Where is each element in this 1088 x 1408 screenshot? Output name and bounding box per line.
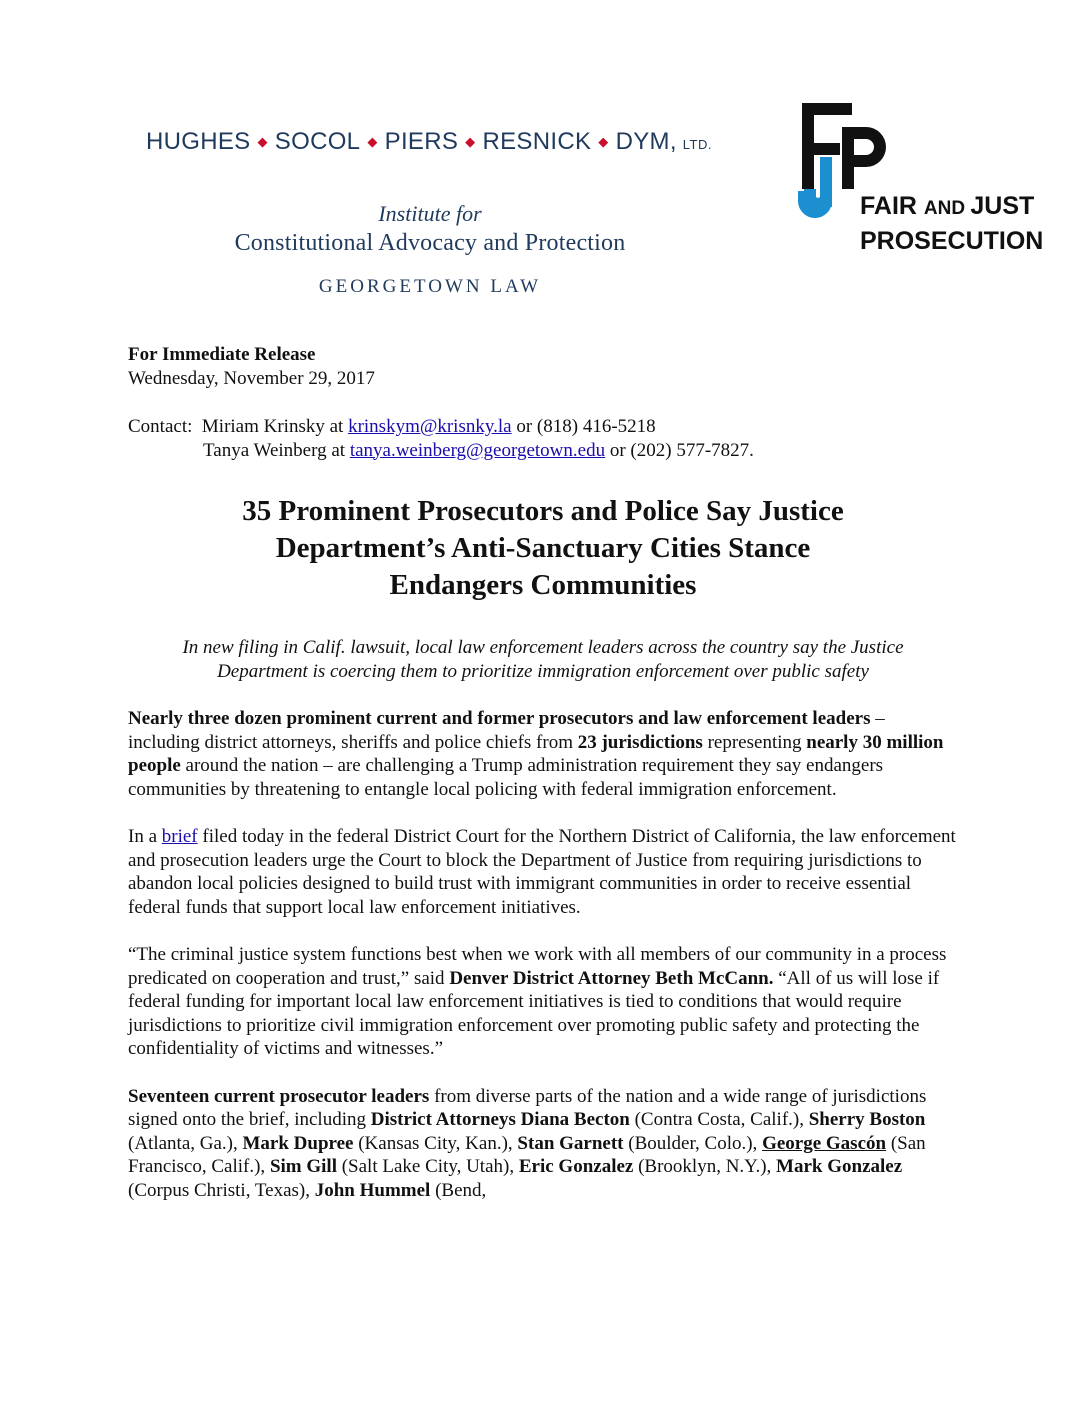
para2-text-1: In a bbox=[128, 826, 162, 847]
para4-text-8: (Brooklyn, N.Y.), bbox=[633, 1156, 777, 1177]
subhead-line-2: Department is coercing them to prioritize immigration enforcement over public safety bbox=[217, 660, 869, 682]
contact-line-2 bbox=[128, 439, 958, 463]
firm-suffix: LTD. bbox=[682, 137, 713, 152]
headline bbox=[128, 493, 958, 604]
firm-name-resnick: RESNICK bbox=[482, 128, 592, 155]
fjp-wordmark bbox=[860, 190, 1043, 257]
contact-1-phone: or (818) 416-5218 bbox=[511, 416, 656, 437]
para4-text-2: (Contra Costa, Calif.), bbox=[629, 1109, 809, 1130]
institute-line-1: Institute for bbox=[378, 201, 482, 226]
contact-2-name: Tanya Weinberg at bbox=[203, 439, 350, 461]
release-date: Wednesday, November 29, 2017 bbox=[128, 367, 375, 389]
fjp-and: AND bbox=[923, 198, 971, 219]
press-release-body bbox=[128, 343, 958, 1202]
paragraph-4 bbox=[128, 1085, 958, 1203]
release-label: For Immediate Release bbox=[128, 344, 316, 365]
para4-bold-6: George Gascón bbox=[762, 1132, 887, 1154]
paragraph-1 bbox=[128, 707, 958, 801]
firm-name-dym: DYM, bbox=[615, 128, 677, 155]
para1-bold-1: Nearly three dozen prominent current and former prosecutors and law enforcement leaders bbox=[128, 708, 871, 729]
para4-bold-3: Sherry Boston bbox=[808, 1109, 926, 1130]
para4-text-4: (Kansas City, Kan.), bbox=[353, 1132, 518, 1154]
paragraph-2 bbox=[128, 825, 958, 919]
para1-text-3: around the nation – are challenging a Trump administration requirement they say endangers communities by threatening to entangle local policing with federal immigration enforcement. bbox=[128, 755, 884, 800]
contact-line-1 bbox=[128, 415, 958, 439]
para1-text-1: – including district attorneys, sheriffs and police chiefs from bbox=[128, 708, 885, 753]
para1-bold-2: 23 jurisdictions bbox=[577, 731, 703, 753]
para3-text-2: “All of us will lose if federal funding for important local law enforcement initiatives is tied to conditions that would require jurisdictions to prioritize civil immigration enforcement over promoting public safety and protecting the confidentiality of victims and witnesses.” bbox=[128, 967, 940, 1059]
contact-2-email-link[interactable]: tanya.weinberg@georgetown.edu bbox=[349, 439, 606, 461]
institute-line-2: Constitutional Advocacy and Protection bbox=[234, 230, 626, 256]
firm-name-hughes: HUGHES bbox=[146, 128, 251, 155]
firm-name-piers: PIERS bbox=[384, 128, 459, 155]
para4-bold-8: Eric Gonzalez bbox=[518, 1156, 634, 1177]
fair-and-just-prosecution-logo bbox=[796, 97, 1056, 257]
para1-text-2: representing bbox=[702, 731, 807, 753]
fjp-prosecution: PROSECUTION bbox=[860, 227, 1044, 255]
paragraph-3 bbox=[128, 943, 958, 1061]
institute-logo bbox=[150, 200, 710, 298]
para4-bold-9: Mark Gonzalez bbox=[776, 1156, 903, 1177]
para4-bold-2: District Attorneys Diana Becton bbox=[370, 1109, 630, 1130]
para4-text-9: (Corpus Christi, Texas), bbox=[128, 1179, 315, 1201]
para4-bold-4: Mark Dupree bbox=[242, 1132, 354, 1154]
para4-bold-1: Seventeen current prosecutor leaders bbox=[128, 1085, 430, 1107]
para1-bold-3: nearly 30 million people bbox=[128, 731, 944, 776]
para4-text-1: from diverse parts of the nation and a wide range of jurisdictions signed onto the brief, including bbox=[128, 1085, 927, 1130]
diamond-icon: ◆ bbox=[598, 134, 609, 149]
brief-link[interactable]: brief bbox=[161, 826, 198, 847]
para3-text-1: “The criminal justice system functions best when we work with all members of our community in a process predicated on cooperation and trust,” said bbox=[128, 944, 947, 989]
headline-line-1: 35 Prominent Prosecutors and Police Say Justice bbox=[242, 495, 844, 527]
contact-1-name: Miriam Krinsky at bbox=[201, 416, 349, 437]
firm-name-socol: SOCOL bbox=[274, 128, 361, 155]
diamond-icon: ◆ bbox=[465, 134, 476, 149]
para4-bold-5: Stan Garnett bbox=[517, 1132, 624, 1154]
para4-text-5: (Boulder, Colo.), bbox=[623, 1132, 763, 1154]
fjp-fair: FAIR bbox=[860, 192, 924, 220]
para2-text-2: filed today in the federal District Court for the Northern District of California, the law enforcement and prosecution leaders urge the Court to block the Department of Justice from requiring jurisdictions to abandon local policies designed to build trust with immigrant communities in order to receive essential federal funds that support local law enforcement initiatives. bbox=[128, 826, 956, 918]
diamond-icon: ◆ bbox=[257, 134, 268, 149]
fjp-just: JUST bbox=[970, 192, 1035, 220]
subheadline bbox=[128, 636, 958, 683]
hughes-socol-logo bbox=[146, 128, 712, 160]
institute-line-3: GEORGETOWN LAW bbox=[318, 276, 542, 297]
diamond-icon: ◆ bbox=[367, 134, 378, 149]
para4-bold-7: Sim Gill bbox=[269, 1156, 337, 1177]
contact-label: Contact: bbox=[128, 416, 193, 437]
contact-2-phone: or (202) 577-7827. bbox=[605, 439, 754, 461]
para4-text-6: (San Francisco, Calif.), bbox=[128, 1132, 926, 1177]
para4-text-3: (Atlanta, Ga.), bbox=[128, 1132, 243, 1154]
para3-bold-1: Denver District Attorney Beth McCann. bbox=[449, 967, 774, 989]
para4-text-7: (Salt Lake City, Utah), bbox=[336, 1156, 519, 1177]
headline-line-3: Endangers Communities bbox=[389, 569, 697, 601]
para4-text-10: (Bend, bbox=[430, 1179, 487, 1201]
para4-bold-10: John Hummel bbox=[314, 1179, 431, 1201]
subhead-line-1: In new filing in Calif. lawsuit, local law enforcement leaders across the country say the Justice bbox=[182, 637, 904, 658]
contact-1-email-link[interactable]: krinskym@krisnky.la bbox=[348, 416, 512, 437]
headline-line-2: Department’s Anti-Sanctuary Cities Stance bbox=[275, 532, 811, 564]
